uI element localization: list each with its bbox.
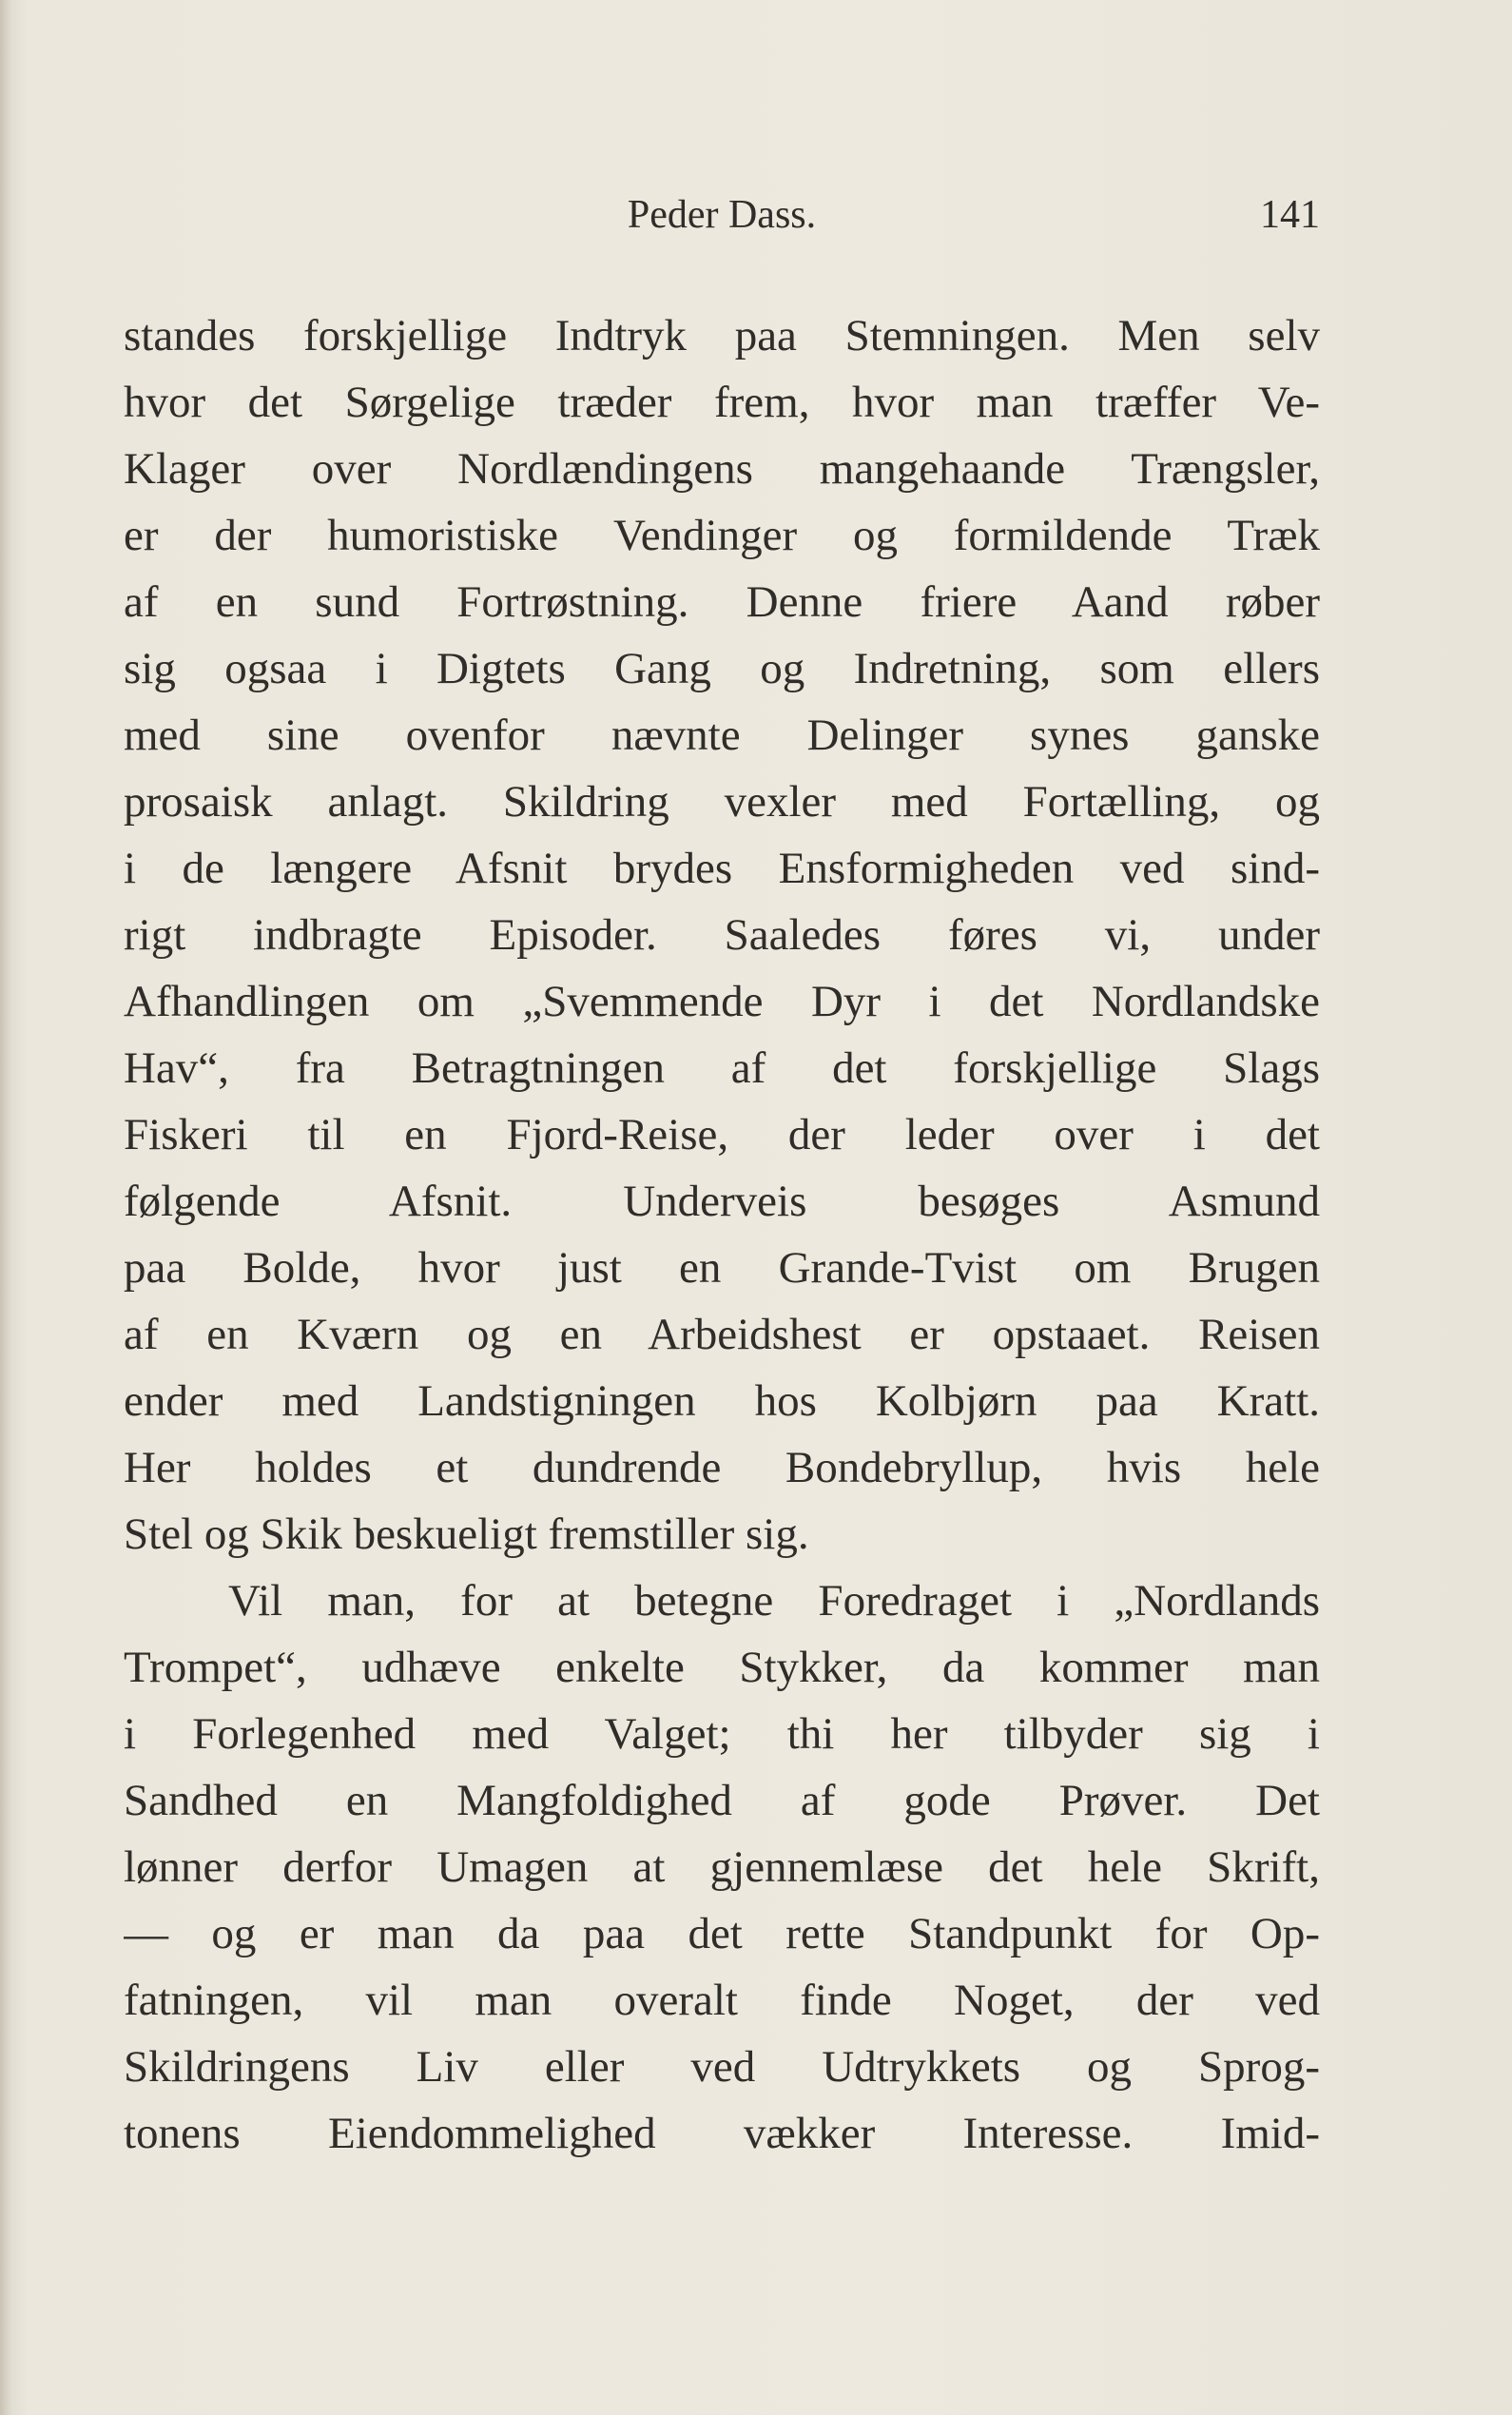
text-line: prosaisk anlagt. Skildring vexler med Fortælling, og [124, 777, 1320, 827]
paragraph-1 [124, 302, 1320, 1568]
text-line: følgende Afsnit. Underveis besøges Asmund [124, 1177, 1320, 1226]
text-line: i de længere Afsnit brydes Ensformigheden ved sind- [124, 844, 1320, 893]
text-line: Fiskeri til en Fjord-Reise, der leder over i det [124, 1110, 1320, 1159]
text-line: standes forskjellige Indtryk paa Stemningen. Men selv [124, 311, 1320, 360]
text-line: i Forlegenhed med Valget; thi her tilbyder sig i [124, 1709, 1320, 1759]
text-line: Vil man, for at betegne Foredraget i „Nordlands [228, 1576, 1320, 1626]
text-line: Hav“, fra Betragtningen af det forskjellige Slags [124, 1043, 1320, 1093]
text-line: Afhandlingen om „Svemmende Dyr i det Nordlandske [124, 977, 1320, 1026]
body-text [124, 302, 1320, 2167]
text-line: med sine ovenfor nævnte Delinger synes ganske [124, 711, 1320, 760]
running-head [124, 186, 1320, 243]
text-line: Skildringens Liv eller ved Udtrykkets og Sprog- [124, 2042, 1320, 2092]
text-line: Klager over Nordlændingens mangehaande Trængsler, [124, 444, 1320, 494]
running-title: Peder Dass. [627, 193, 817, 237]
text-line: hvor det Sørgelige træder frem, hvor man træffer Ve- [124, 378, 1320, 427]
text-line: sig ogsaa i Digtets Gang og Indretning, som ellers [124, 644, 1320, 693]
text-line: Sandhed en Mangfoldighed af gode Prøver. Det [124, 1776, 1320, 1825]
text-line: Trompet“, udhæve enkelte Stykker, da kommer man [124, 1643, 1320, 1692]
text-line: af en sund Fortrøstning. Denne friere Aand røber [124, 577, 1320, 627]
page-number: 141 [1260, 193, 1320, 237]
text-line: Her holdes et dundrende Bondebryllup, hvis hele [124, 1443, 1320, 1492]
text-line: ender med Landstigningen hos Kolbjørn paa Kratt. [124, 1376, 1320, 1426]
text-line: er der humoristiske Vendinger og formildende Træk [124, 511, 1320, 560]
text-line: — og er man da paa det rette Standpunkt for Op- [124, 1909, 1320, 1958]
paragraph-2 [124, 1568, 1320, 2167]
text-line: Stel og Skik beskueligt fremstiller sig. [124, 1509, 809, 1559]
page-binding-edge [0, 0, 11, 2415]
text-line: rigt indbragte Episoder. Saaledes føres vi, under [124, 910, 1320, 960]
text-line: tonens Eiendommelighed vækker Interesse. Imid- [124, 2109, 1320, 2158]
text-line: fatningen, vil man overalt finde Noget, der ved [124, 1976, 1320, 2025]
text-line: paa Bolde, hvor just en Grande-Tvist om Brugen [124, 1243, 1320, 1293]
text-line: lønner derfor Umagen at gjennemlæse det hele Skrift, [124, 1842, 1320, 1892]
text-line: af en Kværn og en Arbeidshest er opstaaet. Reisen [124, 1310, 1320, 1359]
